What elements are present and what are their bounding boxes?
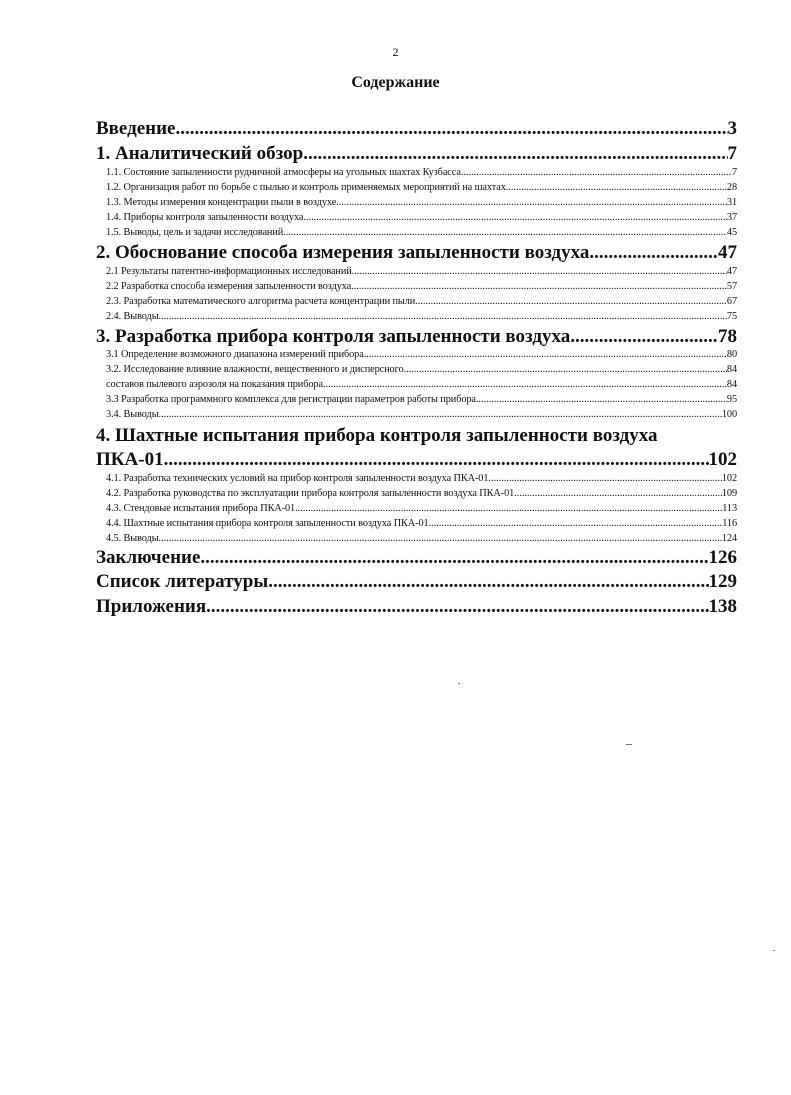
toc-entry-page: 7	[731, 167, 737, 178]
dot-leader	[159, 533, 722, 544]
dot-leader	[429, 518, 723, 529]
dot-leader	[514, 488, 722, 499]
dot-leader	[176, 118, 728, 140]
toc-entry-title: 4.3. Стендовые испытания прибора ПКА-01	[106, 503, 296, 514]
toc-entry-title: составов пылевого аэрозоля на показания прибора	[106, 379, 323, 390]
dot-leader	[159, 311, 727, 322]
toc-entry-title: 2.4. Выводы	[106, 311, 159, 322]
toc-entry-title: 4.2. Разработка руководства по эксплуатации прибора контроля запыленности воздуха ПКА-01	[106, 488, 515, 499]
toc-entry-section-2-1[interactable]	[106, 266, 737, 277]
toc-entry-page: 67	[726, 296, 737, 307]
toc-entry-section-3-3[interactable]	[106, 394, 737, 405]
toc-entry-title: 4.1. Разработка технических условий на прибор контроля запыленности воздуха ПКА-01	[106, 473, 489, 484]
toc-entry-page: 84	[726, 379, 737, 390]
toc-entry-title: 3.1 Определение возможного диапазона измерений прибора	[106, 349, 364, 360]
toc-entry-title: Заключение	[96, 547, 201, 568]
toc-entry-page: 47	[718, 242, 737, 263]
toc-entry-chapter-4[interactable]	[96, 449, 737, 471]
toc-entry-title: 1. Аналитический обзор	[96, 143, 304, 164]
dot-leader	[268, 571, 708, 593]
dot-leader	[159, 409, 722, 420]
dot-leader	[200, 547, 708, 569]
dot-leader	[323, 379, 727, 390]
toc-entry-page: 100	[721, 409, 737, 420]
dot-leader	[461, 167, 732, 178]
scan-speck	[626, 744, 632, 745]
dot-leader	[295, 503, 722, 514]
toc-entry-section-4-5[interactable]	[106, 533, 737, 544]
scan-speck	[458, 683, 460, 684]
toc-entry-title: 2. Обоснование способа измерения запыленности воздуха	[96, 242, 590, 263]
toc-entry-page: 109	[721, 488, 737, 499]
page-number: 2	[392, 45, 399, 59]
toc-entry-section-4-3[interactable]	[106, 503, 737, 514]
dot-leader	[589, 242, 718, 264]
toc-entry-page: 28	[726, 182, 737, 193]
dot-leader	[506, 182, 727, 193]
toc-entry-title: 4.5. Выводы	[106, 533, 159, 544]
toc-entry-section-1-3[interactable]	[106, 197, 737, 208]
toc-entry-page: 31	[726, 197, 737, 208]
toc-entry-section-1-4[interactable]	[106, 212, 737, 223]
toc-heading: Содержание	[351, 74, 440, 91]
toc-entry-title: Введение	[96, 118, 176, 139]
toc-entry-section-2-2[interactable]	[106, 281, 737, 292]
toc-entry-page: 47	[726, 266, 737, 277]
toc-entry-section-4-1[interactable]	[106, 473, 737, 484]
toc-entry-title: 4.4. Шахтные испытания прибора контроля запыленности воздуха ПКА-01	[106, 518, 429, 529]
toc-entry-page: 102	[721, 473, 737, 484]
toc-entry-section-3-4[interactable]	[106, 409, 737, 420]
toc-entry-title: ПКА-01	[96, 449, 164, 470]
dot-leader	[364, 349, 727, 360]
toc-entry-chapter-2[interactable]	[96, 242, 737, 264]
toc-entry-section-1-2[interactable]	[106, 182, 737, 193]
dot-leader	[404, 364, 727, 375]
toc-entry-section-2-4[interactable]	[106, 311, 737, 322]
dot-leader	[476, 394, 727, 405]
toc-entry-page: 113	[722, 503, 737, 514]
toc-entry-title: 3. Разработка прибора контроля запыленности воздуха	[96, 326, 571, 347]
toc-entry-page: 75	[726, 311, 737, 322]
toc-entry-title: 3.4. Выводы	[106, 409, 159, 420]
toc-entry-title: 3.2. Исследование влияние влажности, вещественного и дисперсного	[106, 364, 404, 375]
toc-entry-page: 84	[726, 364, 737, 375]
toc-entry-section-4-2[interactable]	[106, 488, 737, 499]
toc-entry-section-1-1[interactable]	[106, 167, 737, 178]
dot-leader	[206, 596, 708, 618]
toc-entry-page: 138	[708, 596, 737, 617]
toc-entry-section-3-2-cont[interactable]	[106, 379, 737, 390]
toc-entry-title: Список литературы	[96, 571, 269, 592]
toc-entry-chapter-3[interactable]	[96, 326, 737, 348]
toc-entry-page: 57	[726, 281, 737, 292]
toc-entry-title: 1.5. Выводы, цель и задачи исследований	[106, 227, 284, 238]
toc-entry-references[interactable]	[96, 571, 737, 593]
toc-entry-page: 7	[727, 143, 737, 164]
toc-entry-chapter-1[interactable]	[96, 143, 737, 165]
toc-entry-page: 45	[726, 227, 737, 238]
dot-leader	[164, 449, 709, 471]
toc-entry-title: 2.1 Результаты патентно-информационных исследований	[106, 266, 352, 277]
dot-leader	[415, 296, 727, 307]
toc-entry-section-2-3[interactable]	[106, 296, 737, 307]
toc-entry-chapter-4-title[interactable]: 4. Шахтные испытания прибора контроля запыленности воздуха	[96, 425, 658, 446]
toc-entry-title: Приложения	[96, 596, 207, 617]
toc-entry-section-1-5[interactable]	[106, 227, 737, 238]
toc-entry-title: 2.2 Разработка способа измерения запыленности воздуха	[106, 281, 352, 292]
toc-entry-page: 102	[708, 449, 737, 470]
toc-entry-title: 1.2. Организация работ по борьбе с пылью и контроль применяемых мероприятий на шахтах	[106, 182, 506, 193]
toc-entry-title: 3.3 Разработка программного комплекса для регистрации параметров работы прибора	[106, 394, 476, 405]
toc-entry-page: 129	[708, 571, 737, 592]
scan-speck	[773, 950, 775, 951]
dot-leader	[352, 266, 727, 277]
toc-entry-title: 2.3. Разработка математического алгоритма расчета концентрации пыли	[106, 296, 416, 307]
toc-entry-page: 3	[727, 118, 737, 139]
dot-leader	[570, 326, 718, 348]
toc-entry-title: 1.4. Приборы контроля запыленности воздуха	[106, 212, 304, 223]
toc-entry-page: 78	[718, 326, 737, 347]
dot-leader	[488, 473, 721, 484]
toc-entry-conclusion[interactable]	[96, 547, 737, 569]
dot-leader	[303, 143, 727, 165]
toc-entry-page: 37	[726, 212, 737, 223]
toc-entry-page: 80	[726, 349, 737, 360]
toc-entry-section-4-4[interactable]	[106, 518, 737, 529]
toc-entry-page: 124	[721, 533, 737, 544]
dot-leader	[283, 227, 727, 238]
toc-entry-section-3-1[interactable]	[106, 349, 737, 360]
toc-entry-section-3-2[interactable]	[106, 364, 737, 375]
dot-leader	[351, 281, 727, 292]
toc-entry-title: 1.3. Методы измерения концентрации пыли в воздухе	[106, 197, 337, 208]
toc-entry-page: 126	[708, 547, 737, 568]
toc-entry-page: 116	[722, 518, 737, 529]
toc-entry-introduction[interactable]	[96, 118, 737, 140]
toc-entry-title: 1.1. Состояние запыленности рудничной атмосферы на угольных шахтах Кузбасса	[106, 167, 461, 178]
toc-entry-page: 95	[726, 394, 737, 405]
toc-entry-appendices[interactable]	[96, 596, 737, 618]
dot-leader	[303, 212, 727, 223]
dot-leader	[336, 197, 727, 208]
